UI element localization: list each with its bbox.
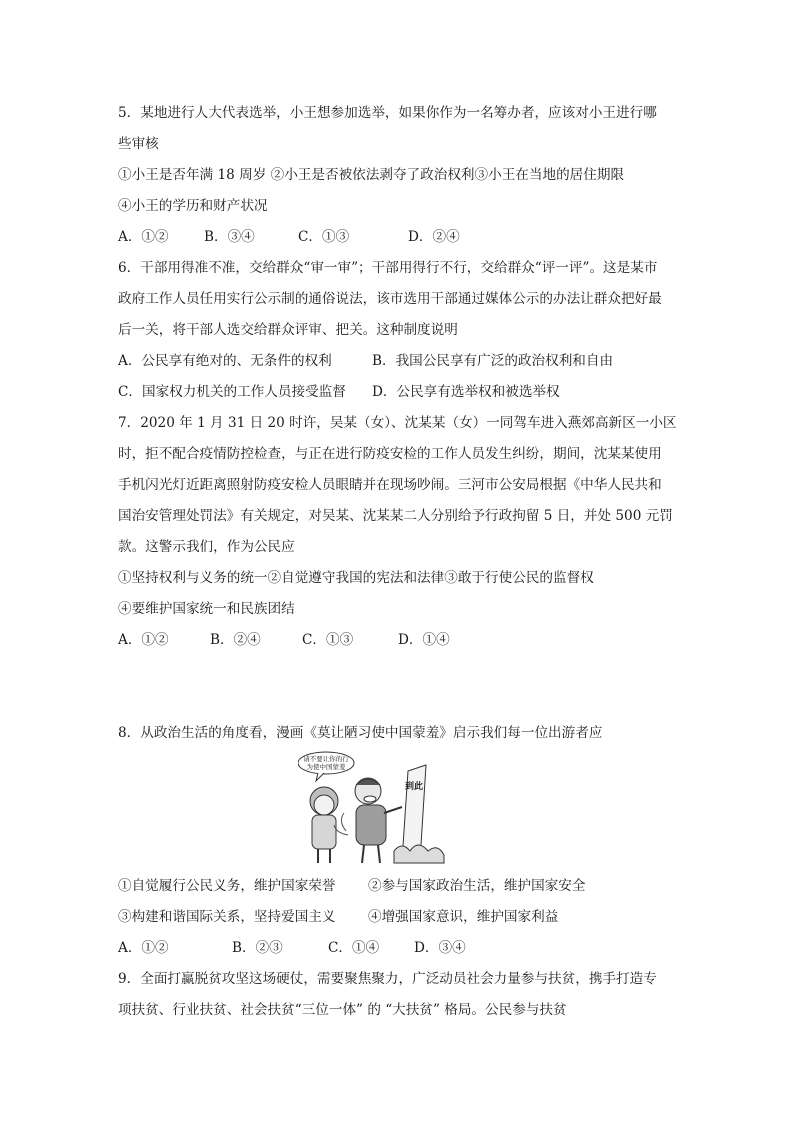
- q8-choice-d: D．③④: [414, 940, 466, 956]
- q5-choice-d: D．②④: [408, 229, 460, 245]
- q8-choice-b: B．②③: [232, 940, 283, 956]
- question-5: [118, 98, 678, 253]
- q8-choice-c: C．①④: [328, 940, 380, 956]
- q7-options-line-1: ①坚持权利与义务的统一②自觉遵守我国的宪法和法律③敢于行使公民的监督权: [118, 570, 594, 586]
- spacer: [118, 656, 678, 718]
- q7-choices: [118, 625, 678, 656]
- question-8: [118, 718, 678, 964]
- q7-stem-line-2: 时，拒不配合疫情防控检查，与正在进行防疫安检的工作人员发生纠纷，期间，沈某某使用: [118, 446, 662, 462]
- q6-choice-d: D．公民享有选举权和被选举权: [372, 384, 560, 400]
- q7-choice-a: A．①②: [118, 632, 169, 648]
- q7-stem-line-5: 款。这警示我们，作为公民应: [118, 539, 295, 555]
- q6-stem-line-2: 政府工作人员任用实行公示制的通俗说法，该市选用干部通过媒体公示的办法让群众把好最: [118, 291, 662, 307]
- q6-stem-line-1: 6．干部用得准不准，交给群众“审一审”；干部用得行不行，交给群众“评一评”。这是某市: [118, 260, 658, 276]
- q7-choice-b: B．②④: [210, 632, 261, 648]
- q6-stem-line-3: 后一关，将干部人选交给群众评审、把关。这种制度说明: [118, 322, 458, 338]
- tree-figure: [334, 765, 444, 863]
- q7-stem-line-4: 国治安管理处罚法》有关规定，对吴某、沈某某二人分别给予行政拘留 5 日，并处 500 元罚: [118, 508, 673, 524]
- q7-choice-d: D．①④: [398, 632, 450, 648]
- q7-choice-c: C．①③: [302, 632, 354, 648]
- cartoon-drawing: [298, 751, 448, 869]
- q8-choices: [118, 933, 678, 964]
- q7-options-line-2: ④要维护国家统一和民族团结: [118, 601, 295, 617]
- q5-choice-c: C．①③: [298, 229, 350, 245]
- tree-carved-text: 到此: [404, 782, 424, 792]
- q5-choices: [118, 222, 678, 253]
- bubble-text-line-2: 为使中国蒙羞: [306, 763, 346, 771]
- q7-stem-line-1: 7．2020 年 1 月 31 日 20 时许，吴某（女）、沈某某（女）一同驾车进入燕郊高新区一小区: [118, 415, 677, 431]
- bubble-text-line-1: 请不要让你的行: [303, 755, 349, 763]
- question-9: [118, 964, 678, 1026]
- q5-stem-line-2: 些审核: [118, 136, 159, 152]
- q5-options-line-1: ①小王是否年满 18 周岁 ②小王是否被依法剥夺了政治权利③小王在当地的居住期限: [118, 167, 625, 183]
- q8-stem: 8．从政治生活的角度看，漫画《莫让陋习使中国蒙羞》启示我们每一位出游者应: [118, 725, 603, 741]
- q5-options-line-2: ④小王的学历和财产状况: [118, 198, 268, 214]
- q8-option-2: ②参与国家政治生活，维护国家安全: [368, 878, 586, 894]
- q6-choice-c: C．国家权力机关的工作人员接受监督: [118, 384, 346, 400]
- q5-stem-line-1: 5．某地进行人大代表选举，小王想参加选举，如果你作为一名筹办者，应该对小王进行哪: [118, 105, 657, 121]
- q8-option-1: ①自觉履行公民义务，维护国家荣誉: [118, 878, 336, 894]
- q5-choice-a: A．①②: [118, 229, 169, 245]
- q7-stem-line-3: 手机闪光灯近距离照射防疫安检人员眼睛并在现场吵闹。三河市公安局根据《中华人民共和: [118, 477, 662, 493]
- question-6: [118, 253, 678, 408]
- q6-choice-b: B．我国公民享有广泛的政治权利和自由: [372, 353, 614, 369]
- q6-choices-row-1: [118, 346, 678, 377]
- question-7: [118, 408, 678, 656]
- q8-options-row-1: [118, 871, 678, 902]
- cartoon-illustration: [118, 751, 678, 871]
- q8-options-row-2: [118, 902, 678, 933]
- q6-choices-row-2: [118, 377, 678, 408]
- q9-stem-line-2: 项扶贫、行业扶贫、社会扶贫“三位一体” 的 “大扶贫” 格局。公民参与扶贫: [118, 1002, 567, 1018]
- q5-choice-b: B．③④: [204, 229, 255, 245]
- exam-page: [118, 98, 678, 1026]
- q8-option-3: ③构建和谐国际关系，坚持爱国主义: [118, 909, 336, 925]
- q9-stem-line-1: 9．全面打赢脱贫攻坚这场硬仗，需要聚焦聚力，广泛动员社会力量参与扶贫，携手打造专: [118, 971, 657, 987]
- q8-option-4: ④增强国家意识，维护国家利益: [368, 909, 559, 925]
- q6-choice-a: A．公民享有绝对的、无条件的权利: [118, 353, 332, 369]
- woman-figure: [310, 787, 338, 863]
- q8-choice-a: A．①②: [118, 940, 169, 956]
